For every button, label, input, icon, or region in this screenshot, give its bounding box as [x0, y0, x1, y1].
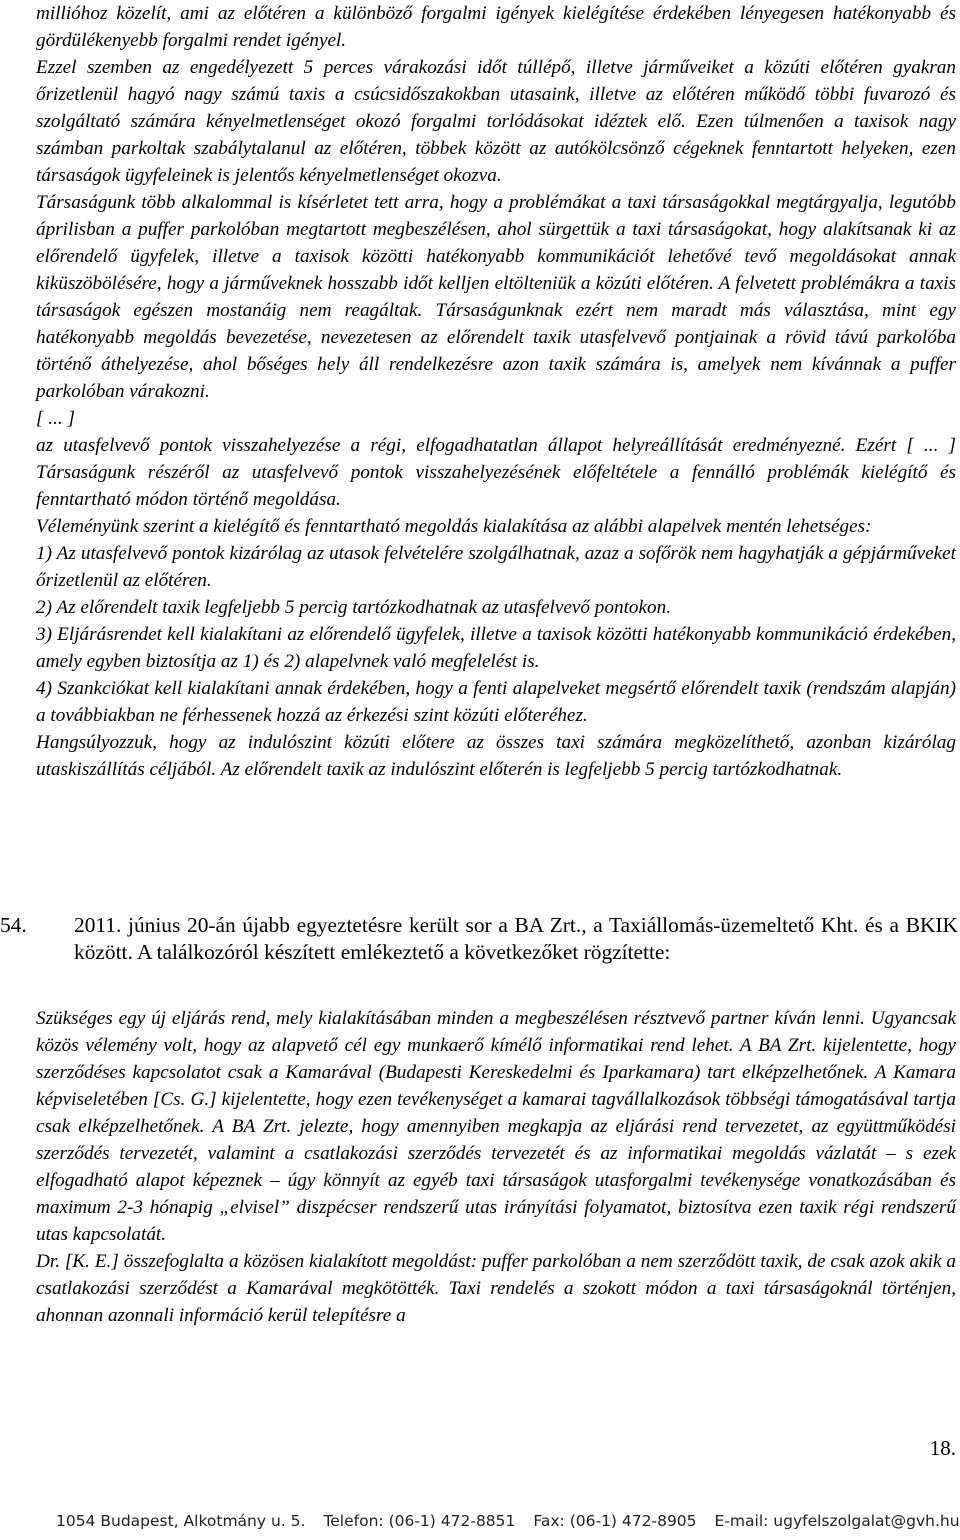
page-number: 18.	[929, 1436, 956, 1460]
paragraph: Hangsúlyozzuk, hogy az indulószint közúti előtere az összes taxi számára megközelíthető, azonban kizárólag utaskiszállítás céljából. Az előrendelt taxik az indulószint előterén is legfeljebb 5 percig tartózkodhatnak.	[36, 732, 956, 780]
page-footer	[0, 1512, 960, 1540]
omission-marker: [ ... ]	[36, 408, 75, 429]
footer-address: 1054 Budapest, Alkotmány u. 5.	[56, 1512, 306, 1530]
paragraph: az utasfelvevő pontok visszahelyezése a régi, elfogadhatatlan állapot helyreállítását eredményezné. Ezért [ ... ] Társaságunk részéről az utasfelvevő pontok visszahelyezésének előfeltétele a fennálló problémák kielégítő és fenntartható módon történő megoldása.	[36, 435, 956, 510]
paragraph: millióhoz közelít, ami az előtéren a különböző forgalmi igények kielégítése érdekében lényegesen hatékonyabb és gördülékenyebb forgalmi rendet igényel.	[36, 3, 956, 51]
principle-item: 4) Szankciókat kell kialakítani annak érdekében, hogy a fenti alapelveket megsértő előrendelt taxik (rendszám alapján) a továbbiakban ne férhessenek hozzá az érkezési szint közúti előteréhez.	[36, 678, 956, 726]
paragraph: Ezzel szemben az engedélyezett 5 perces várakozási időt túllépő, illetve járműveiket a közúti előtéren gyakran őrizetlenül hagyó nagy számú taxis a csúcsidőszakokban utasaink, illetve az előtéren működő többi fuvarozó és szolgáltató számára kényelmetlenséget okozó forgalmi torlódásokat idéztek elő. Ezen túlmenően a taxisok nagy számban parkoltak szabálytalanul az előtéren, többek között az autókölcsönző cégeknek fenntartott helyeken, ezen társaságok ügyfeleinek is jelentős kényelmetlenséget okozva.	[36, 57, 956, 186]
paragraph: Dr. [K. E.] összefoglalta a közösen kialakított megoldást: puffer parkolóban a nem szerződött taxik, de csak azok akik a csatlakozási szerződést a Kamarával megkötötték. Taxi rendelés a szokott módon a taxi társaságoknál történjen, ahonnan azonnali információ kerül telepítésre a	[36, 1251, 956, 1326]
footer-fax: Fax: (06-1) 472-8905	[533, 1512, 697, 1530]
paragraph-text: 2011. június 20-án újabb egyeztetésre került sor a BA Zrt., a Taxiállomás-üzemeltető Kht. és a BKIK között. A találkozóról készített emlékeztető a következőket rögzítette:	[74, 913, 958, 964]
paragraph: Szükséges egy új eljárás rend, mely kialakításában minden a megbeszélésen résztvevő partner kíván lenni. Ugyancsak közös vélemény volt, hogy az alapvető cél egy munkaerő kímélő informatikai rend lehet. A BA Zrt. kijelentette, hogy szerződéses kapcsolatot csak a Kamarával (Budapesti Kereskedelmi és Iparkamara) tart elképzelhetőnek. A Kamara képviseletében [Cs. G.] kijelentette, hogy ezen tevékenységet a kamarai tagvállalkozások többségi támogatásával tartja csak elképzelhetőnek. A BA Zrt. jelezte, hogy amennyiben megkapja az eljárási rend tervezetet, az együttműködési szerződés tervezetét, valamint a csatlakozási szerződés tervezetét és az informatikai megoldás vázlatát – s ezek elfogadható alapot képeznek – úgy könnyít az egyéb taxi társaságok utasforgalmi tevékenysége vonatkozásában és maximum 2-3 hónapig „elvisel” diszpécser rendszerű utas irányítási folyamatot, biztosítva ezen taxik régi rendszerű utas kapcsolatát.	[36, 1008, 956, 1245]
paragraph: Véleményünk szerint a kielégítő és fenntartható megoldás kialakítása az alábbi alapelvek mentén lehetséges:	[36, 516, 872, 537]
footer-email: E-mail: ugyfelszolgalat@gvh.hu	[714, 1512, 960, 1530]
principle-item: 1) Az utasfelvevő pontok kizárólag az utasok felvételére szolgálhatnak, azaz a sofőrök nem hagyhatják a gépjárműveket őrizetlenül az előtéren.	[36, 543, 956, 591]
paragraph: Társaságunk több alkalommal is kísérletet tett arra, hogy a problémákat a taxi társaságokkal megtárgyalja, legutóbb áprilisban a puffer parkolóban megtartott megbeszélésen, ahol sürgettük a taxi társaságokat, hogy alakítsanak ki az előrendelő ügyfelek, illetve a taxisok közötti hatékonyabb kommunikációt lehetővé tevő megoldásokat annak kiküszöbölésére, hogy a járműveknek hosszabb időt kelljen eltölteniük a közúti előtéren. A felvetett problémákra a taxis társaságok egészen mostanáig nem reagáltak. Társaságunknak ezért nem maradt más választása, mint egy hatékonyabb megoldás bevezetése, nevezetesen az előrendelt taxik utasfelvevő pontjainak a rövid távú parkolóba történő áthelyezése, ahol bőséges hely áll rendelkezésre azon taxik számára is, amelyek nem kívánnak a puffer parkolóban várakozni.	[36, 192, 956, 402]
quoted-text-block	[36, 0, 956, 783]
principle-item: 3) Eljárásrendet kell kialakítani az előrendelő ügyfelek, illetve a taxisok közötti hatékonyabb kommunikáció érdekében, amely egyben biztosítja az 1) és 2) alapelvnek való megfelelést is.	[36, 624, 956, 672]
numbered-paragraph	[0, 912, 958, 966]
principle-item: 2) Az előrendelt taxik legfeljebb 5 percig tartózkodhatnak az utasfelvevő pontokon.	[36, 597, 671, 618]
paragraph-number: 54.	[0, 913, 27, 937]
footer-phone: Telefon: (06-1) 472-8851	[323, 1512, 516, 1530]
quoted-minutes-block	[36, 1005, 956, 1329]
